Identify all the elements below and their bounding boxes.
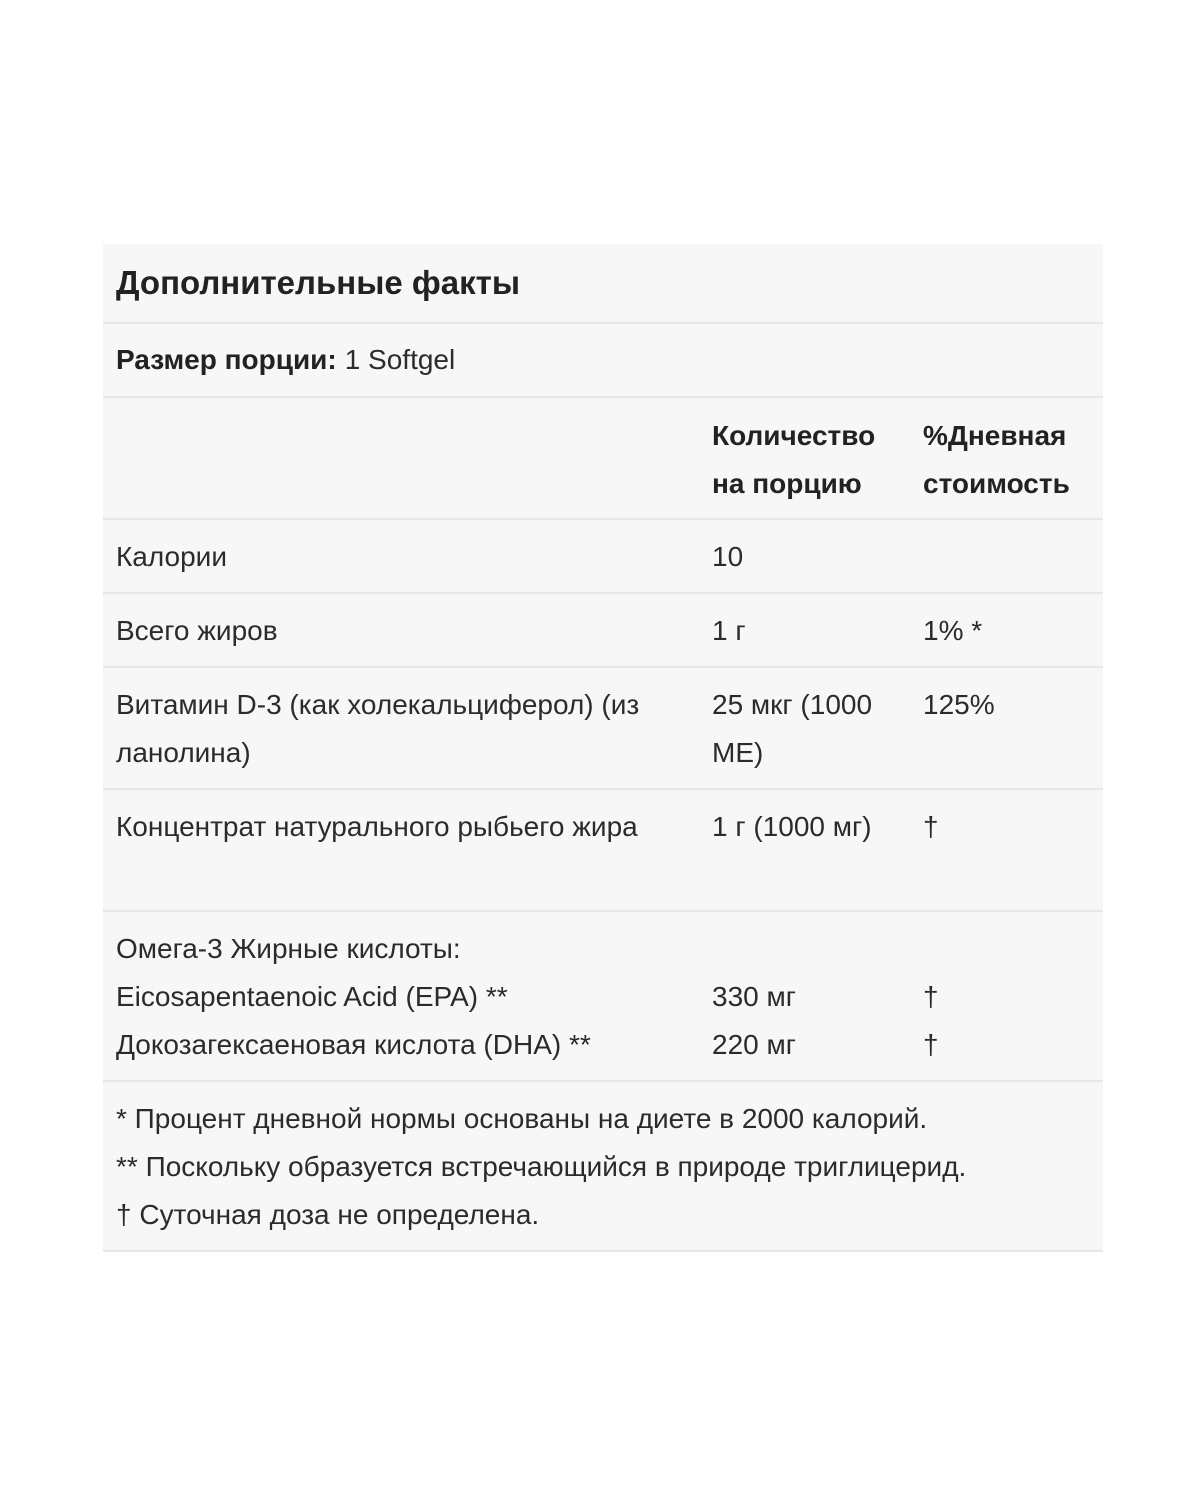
omega-dha-dv: † (923, 1029, 939, 1060)
nutrient-name: Всего жиров (116, 615, 278, 646)
nutrient-daily-value: 1% * (923, 615, 983, 646)
serving-size-value: 1 Softgel (344, 344, 456, 375)
supplement-facts-panel (103, 244, 1103, 1252)
table-row (103, 668, 1103, 790)
table-header-row (103, 398, 1103, 520)
nutrient-amount: 25 мкг (1000 МЕ) (712, 689, 873, 768)
omega-names (103, 925, 699, 1080)
nutrient-daily-value (910, 533, 1103, 592)
omega-heading-spacer (923, 925, 1103, 973)
nutrient-amount: 10 (712, 541, 744, 572)
header-amount-per-serving: Количество на порцию (712, 420, 876, 499)
nutrient-amount: 1 г (1000 мг) (712, 811, 872, 842)
table-row (103, 790, 1103, 912)
serving-size-label: Размер порции: (116, 344, 337, 375)
omega-3-row (103, 912, 1103, 1082)
omega-epa-amount: 330 мг (712, 981, 796, 1012)
facts-title: Дополнительные факты (103, 244, 1103, 324)
footnote-triglyceride: ** Поскольку образуется встречающийся в природе триглицерид. (116, 1151, 967, 1182)
omega-heading: Омега-3 Жирные кислоты: (116, 933, 461, 964)
omega-dha-name: Докозагексаеновая кислота (DHA) ** (116, 1029, 591, 1060)
nutrient-name: Концентрат натурального рыбьего жира (116, 811, 638, 842)
footnote-dagger: † Суточная доза не определена. (116, 1199, 540, 1230)
omega-daily-values (910, 925, 1103, 1080)
nutrient-name: Витамин D-3 (как холекальциферол) (из ланолина) (116, 689, 640, 768)
nutrient-amount: 1 г (712, 615, 746, 646)
omega-amounts (699, 925, 910, 1080)
omega-dha-amount: 220 мг (712, 1029, 796, 1060)
footnote-daily-value: * Процент дневной нормы основаны на диете в 2000 калорий. (116, 1103, 928, 1134)
omega-epa-name: Eicosapentaenoic Acid (EPA) ** (116, 981, 508, 1012)
serving-size-row (103, 324, 1103, 398)
omega-heading-spacer (712, 925, 910, 973)
nutrient-daily-value: † (923, 811, 939, 842)
header-name-cell (103, 412, 699, 518)
header-daily-value: %Дневная стоимость (923, 420, 1070, 499)
nutrient-name: Калории (116, 541, 227, 572)
table-row (103, 520, 1103, 594)
omega-epa-dv: † (923, 981, 939, 1012)
footnotes (103, 1082, 1103, 1252)
nutrient-daily-value: 125% (923, 689, 995, 720)
table-row (103, 594, 1103, 668)
